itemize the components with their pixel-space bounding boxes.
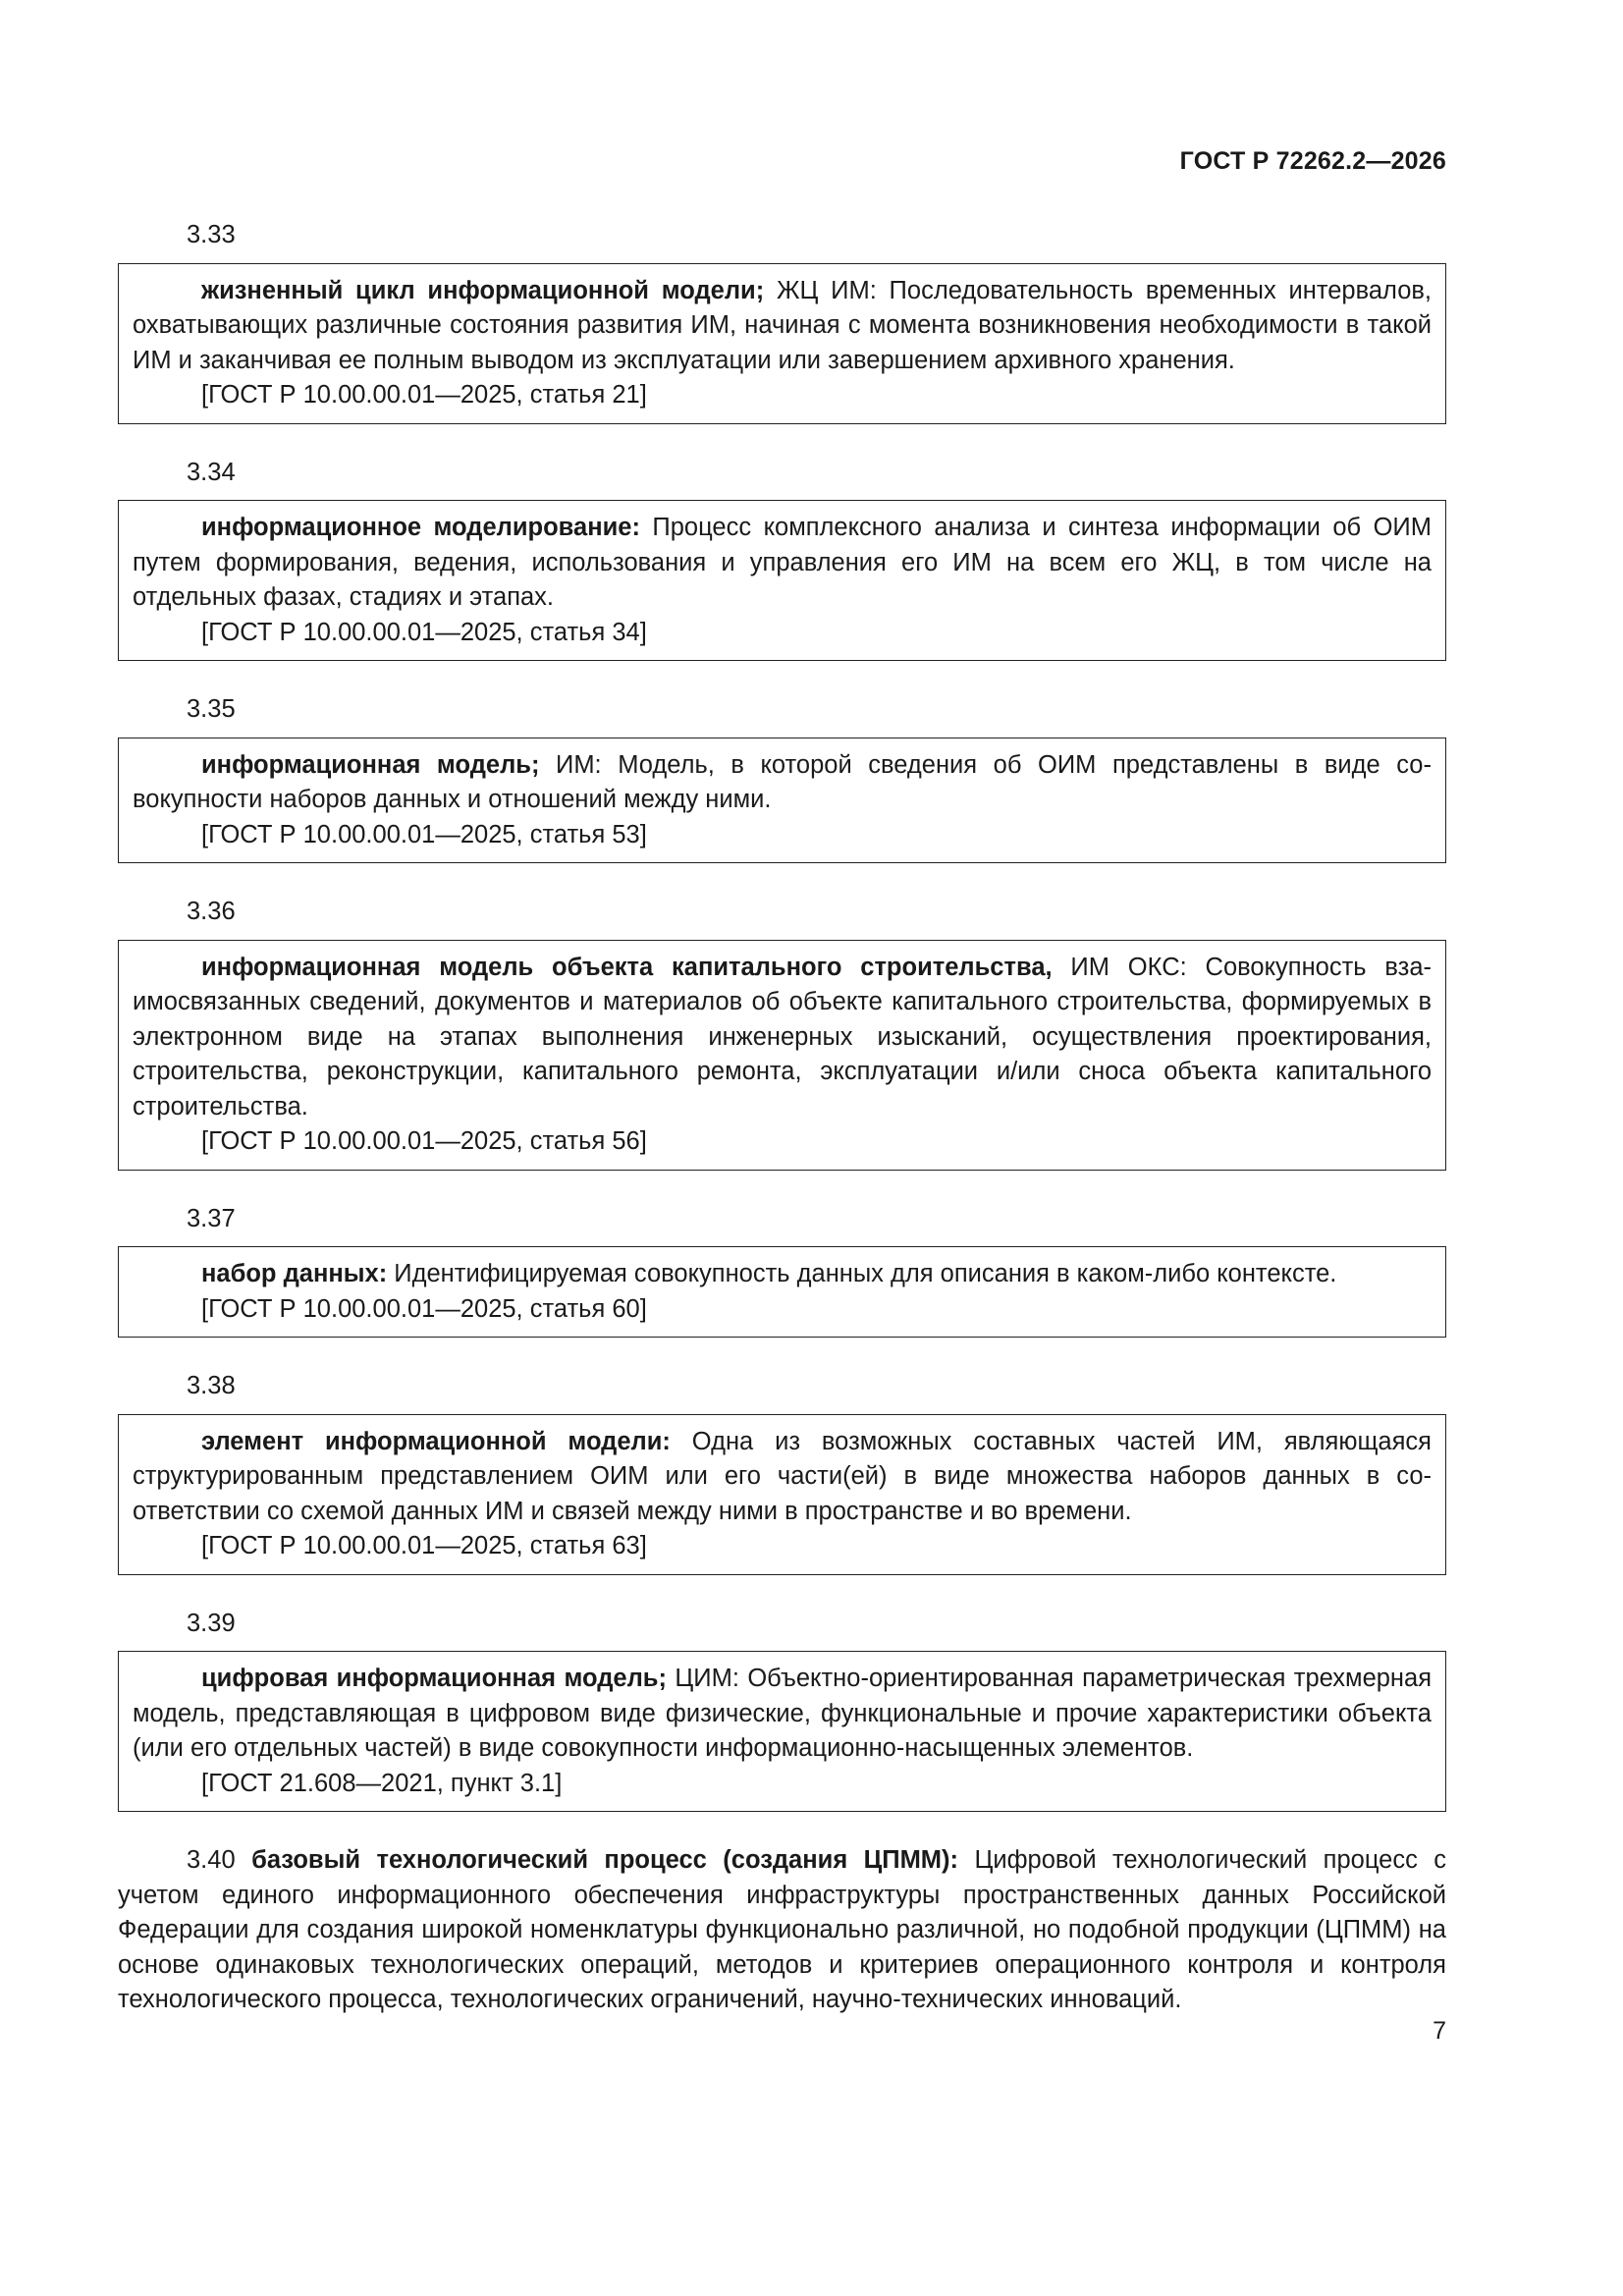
term-box-3-37 <box>118 1246 1446 1338</box>
term-name: информационное моделирование: <box>201 514 640 541</box>
term-number-3-36: 3.36 <box>187 898 236 925</box>
term-name: жизненный цикл информационной модели; <box>201 276 765 304</box>
term-source: [ГОСТ 21.608—2021, пункт 3.1] <box>201 1769 563 1797</box>
term-definition <box>133 274 1432 379</box>
term-definition <box>133 1425 1432 1530</box>
term-name: цифровая информационная модель; <box>201 1665 667 1692</box>
term-number-3-37: 3.37 <box>187 1204 236 1232</box>
term-source: [ГОСТ Р 10.00.00.01—2025, статья 34] <box>201 618 647 646</box>
term-source: [ГОСТ Р 10.00.00.01—2025, статья 56] <box>201 1127 647 1155</box>
term-box-3-38 <box>118 1414 1446 1575</box>
paragraph-term: базовый технологический процесс (создания ЦПММ): <box>251 1846 959 1874</box>
term-number-3-39: 3.39 <box>187 1609 236 1637</box>
term-text: Процесс комплексного анализа и синтеза информации об ОИМ путем формирования, ведения, использования и управления его ИМ на всем его ЖЦ, в том числе на отдельных фазах, стадиях и этапах. <box>133 514 1432 611</box>
paragraph-3-40 <box>118 1843 1446 2018</box>
term-box-3-36 <box>118 940 1446 1171</box>
term-definition <box>133 748 1432 818</box>
term-box-3-33 <box>118 263 1446 424</box>
term-definition <box>133 951 1432 1125</box>
term-name: информационная модель объекта капитального строительства, <box>201 953 1053 981</box>
term-definition <box>133 1662 1432 1767</box>
term-text: ИМ ОКС: Совокупность взаимосвязанных сведений, документов и материалов об объекте капитального строительства, формируемых в электронном виде на этапах выполнения инженерных изысканий, осуществления проектирования, строительства, реконструкции, капитального ремонта, эксплуатации и/или сноса объекта капитального строительства. <box>133 953 1432 1121</box>
term-text: Идентифицируемая совокупность данных для описания в каком-либо контексте. <box>387 1260 1337 1287</box>
term-text: ЦИМ: Объектно-ориентированная параметрическая трехмерная модель, представляющая в цифровом виде физические, функциональные и прочие характеристики объекта (или его отдельных частей) в виде совокупности информационно-насыщенных элементов. <box>133 1665 1433 1762</box>
term-text: Одна из возможных составных частей ИМ, являющаяся структурированным представлением ОИМ или его части(ей) в виде множества наборов данных в соответствии со схемой данных ИМ и связей между ними в пространстве и во времени. <box>133 1427 1432 1525</box>
term-source: [ГОСТ Р 10.00.00.01—2025, статья 63] <box>201 1532 647 1559</box>
term-number-3-38: 3.38 <box>187 1372 236 1399</box>
terms-section <box>118 218 1446 2018</box>
term-definition <box>133 511 1432 616</box>
paragraph-number: 3.40 <box>187 1846 236 1874</box>
term-number-3-33: 3.33 <box>187 221 236 248</box>
paragraph-text: Цифровой технологический процесс с учетом единого информационного обеспечения инфраструктуры пространственных данных Российской Федерации для создания широкой номенклатуры функционально различной, но подобной продукции (ЦПММ) на основе одинаковых технологических операций, методов и критериев операционного контроля и контроля технологического процесса, технологических ограничений, научно-технических инноваций. <box>118 1846 1446 2013</box>
term-box-3-39 <box>118 1651 1446 1812</box>
term-name: информационная модель; <box>201 750 540 779</box>
document-id-header: ГОСТ Р 72262.2—2026 <box>1179 147 1446 175</box>
term-name: элемент информационной модели: <box>201 1427 671 1455</box>
term-text: ИМ: Модель, в которой сведения об ОИМ представлены в виде совокупности наборов данных и отношений между ними. <box>133 750 1432 813</box>
term-definition <box>133 1257 1432 1292</box>
term-box-3-35 <box>118 738 1446 864</box>
term-source: [ГОСТ Р 10.00.00.01—2025, статья 53] <box>201 820 647 848</box>
term-number-3-34: 3.34 <box>187 458 236 486</box>
term-text: ЖЦ ИМ: Последовательность временных интервалов, охватывающих различные состояния развития ИМ, начиная с момента возникновения необходимости в такой ИМ и заканчивая ее полным выводом из эксплуатации или завершением архивного хранения. <box>133 276 1433 374</box>
term-number-3-35: 3.35 <box>187 695 236 723</box>
term-box-3-34 <box>118 500 1446 661</box>
term-source: [ГОСТ Р 10.00.00.01—2025, статья 60] <box>201 1294 647 1323</box>
page-number: 7 <box>1433 2017 1446 2045</box>
term-name: набор данных: <box>201 1260 388 1287</box>
term-source: [ГОСТ Р 10.00.00.01—2025, статья 21] <box>201 381 647 409</box>
